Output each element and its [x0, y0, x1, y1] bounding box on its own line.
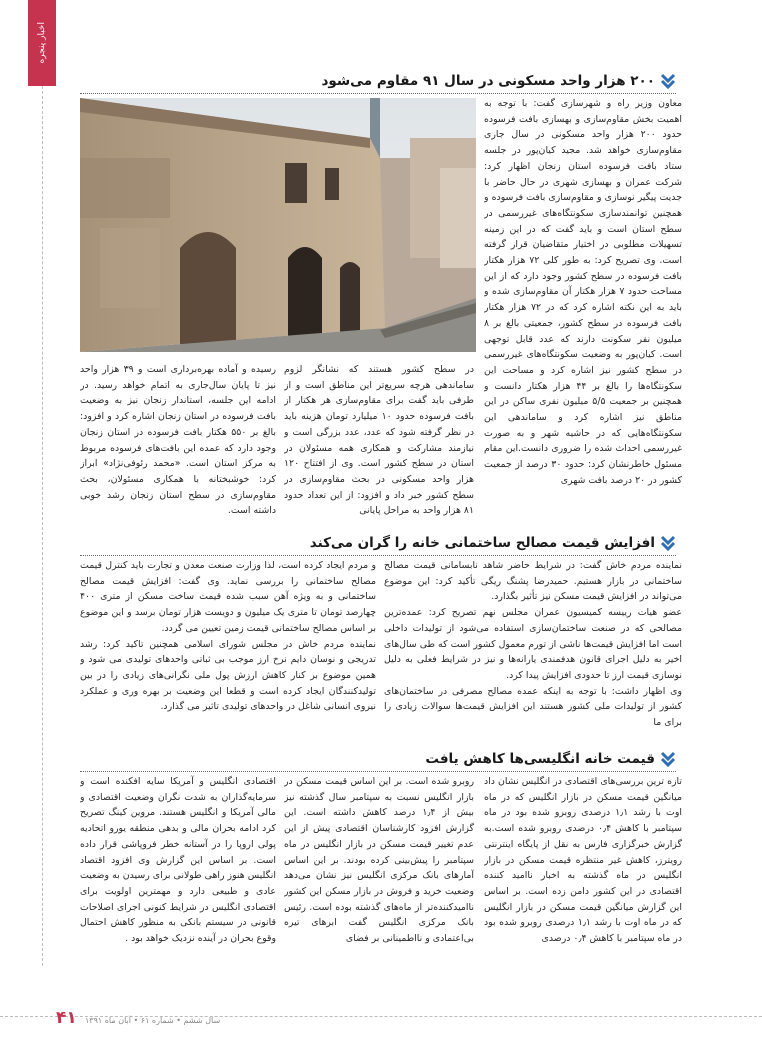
article2-column-right: نماینده مردم خاش گفت: در شرایط حاضر شاهد نابسامانی قیمت مصالح ساختمانی در بازار هستیم. حمیدرضا پشنگ ریگی تأکید کرد: این موضوع می‌تواند در افزایش قیمت مسکن نیز تأثیر بگذارد. عضو هیات رییسه کمیسیون عمران مجلس نهم تصریح کرد: عمده‌ترین مصالحی که در صنعت ساختمان‌سازی استفاده می‌شود از تولیدات داخلی است اما افزایش قیمت‌ها ناشی از تورم معمول کشور است که طی سال‌های اخیر به دلیل اجرای قانون هدفمندی یارانه‌ها و نیز در شرایط فعلی به دلیل نوسازی قیمت ارز تا حدودی افزایش پیدا کرد. وی اظهار داشت: با توجه به اینکه عمده مصالح مصرفی در ساختمان‌های کشور از تولیدات ملی کشور هستند این افزایش قیمت‌ها سوالات زیادی را برای ما	[384, 560, 682, 729]
article1-photo	[80, 98, 476, 352]
margin-divider	[42, 86, 43, 966]
chevron-double-down-icon	[660, 535, 676, 551]
page-number: ۴۱	[56, 1008, 77, 1028]
article2-heading: افزایش قیمت مصالح ساختمانی خانه را گران می‌کند	[309, 535, 655, 551]
article3-heading: قیمت خانه انگلیسی‌ها کاهش یافت	[425, 751, 655, 767]
article3-column-right: تازه ترین بررسی‌های اقتصادی در انگلیس نشان داد میانگین قیمت مسکن در بازار انگلیس که در ماه اوت با رشد ۱٫۱ درصدی روبرو شده بود در ماه سپتامبر با کاهش ۰٫۴ درصدی روبرو شده است.به گزارش خبرگزاری فارس به نقل از پایگاه اینترنتی رویترز، کاهش غیر منتظره قیمت مسکن در بازار انگلیس در ماه گذشته به اخبار ناامید کننده اقتصادی در این کشور دامن زده است. بر اساس این گزارش میانگین قیمت مسکن در بازار انگلیس که در ماه اوت با رشد ۱٫۱ درصدی روبرو شده بود در ماه سپتامبر با کاهش ۰٫۴ درصدی	[484, 776, 682, 945]
article1-title	[321, 70, 676, 92]
footer-issue-info: سال ششم • شماره ۶۱ • آبان ماه ۱۳۹۱	[85, 1016, 221, 1025]
article3-column-left: اقتصادی انگلیس و آمریکا سایه افکنده است و سرمایه‌گذاران به شدت نگران وضعیت اقتصادی و مالی آمریکا و انگلیس هستند. مروین کینگ تصریح کرد ادامه بحران مالی و بدهی منطقه یورو اتحادیه پولی اروپا را در آستانه خطر فروپاشی قرار داده است. بر اساس این گزارش وی افزود اقتصاد انگلیس هنوز راهی طولانی برای رسیدن به وضعیت عادی و طبیعی دارد و مهمترین اولویت برای اقتصادی انگلیس در شرایط کنونی اجرای اصلاحات قانونی در سیستم بانکی به منظور کاهش احتمال وقوع بحران در آینده نزدیک خواهد بود .	[80, 776, 276, 945]
article2-column-left: و مردم ایجاد کرده است، لذا وزارت صنعت معدن و تجارت باید کنترل قیمت مصالح ساختمانی را بررسی نماید. وی گفت: افزایش قیمت مصالح ساختمانی و به ویژه آهن سبب شده قیمت ساخت مسکن از متری ۴۰۰ چهارصد تومان تا متری یک میلیون و دویست هزار تومان برسد و این موضوع بر اساس مصالح ساختمانی قیمت زمین تعیین می گردد. نماینده مردم خاش در مجلس شورای اسلامی همچنین تاکید کرد: رشد تدریجی و نوسان دایم نرخ ارز موجب بی ثباتی واحدهای تولیدی می شود و همین موضوع بر کنار کاهش ارزش پول ملی نگرانی‌های زیادی را در بین تولیدکنندگان ایجاد کرده است و قطعا این وضعیت بر بهره وری و عملکرد نیروی انسانی شاغل در واحدهای تولیدی تاثیر می گذارد.	[80, 560, 376, 713]
article3-title	[425, 748, 676, 770]
section-label: اخبار پنجره	[37, 22, 47, 64]
article1-column-middle: در سطح کشور هستند که نشانگر لزوم ساماندهی هرچه سریع‌تر این مناطق است و از طرفی باید گفت برای مقاوم‌سازی هر هکتار از بافت فرسوده حدود ۱۰ میلیارد تومان هزینه باید در نظر گرفته شود که عدد، عدد بزرگی است و نیازمند مشارکت و همکاری همه مسئولان در استان در سطح کشور است. وی از افتتاح ۱۲۰ هزار واحد مسکونی در بحث مقاوم‌سازی در سطح کشور خبر داد و افزود: از این تعداد حدود ۸۱ هزار واحد به مراحل پایانی	[284, 364, 474, 517]
article1-heading: ۲۰۰ هزار واحد مسکونی در سال ۹۱ مقاوم می‌شود	[321, 73, 655, 89]
article1-column-left: رسیده و آماده بهره‌برداری است و ۳۹ هزار واحد نیز تا پایان سال‌جاری به اتمام خواهد رسید. در ادامه این جلسه، استاندار زنجان نیز به وضعیت بافت فرسوده در استان زنجان اشاره کرد و افزود: بالغ بر ۵۵۰ هکتار بافت فرسوده در استان زنجان وجود دارد که عمده این بافت‌های فرسوده مربوط به مرکز استان است. «محمد رئوفی‌نژاد» ابراز کرد: خوشبختانه با همکاری مسئولان، بحث مقاوم‌سازی در سطح استان زنجان رشد خوبی داشته است.	[80, 364, 276, 517]
title-underline	[80, 555, 676, 556]
title-underline	[80, 771, 676, 772]
article1-column-right: معاون وزیر راه و شهرسازی گفت: با توجه به اهمیت بخش مقاوم‌سازی و بهسازی بافت فرسوده حدود ۲۰۰ هزار واحد مسکونی در سال جاری مقاوم‌سازی خواهد شد. مجید کیان‌پور در جلسه ستاد بافت فرسوده استان زنجان اظهار کرد: شرکت عمران و بهسازی شهری در حال حاضر با جدیت پیگیر نوسازی و مقاوم‌سازی بافت فرسوده و همچنین توانمندسازی سکونتگاه‌های غیررسمی در سطح استان است و باید گفت که در این زمینه تسهیلات مطلوبی در اختیار متقاضیان قرار گرفته است. وی تصریح کرد: به طور کلی ۷۲ هزار هکتار بافت فرسوده در سطح کشور وجود دارد که از این مساحت حدود ۷ هزار هکتار آن مقاوم‌سازی شده و باید به این نکته اشاره کرد که در ۷۲ هزار هکتار بافت فرسوده در سطح کشور، جمعیتی بالغ بر ۸ میلیون نفر سکونت دارند که عدد قابل توجهی است. کیان‌پور به وضعیت سکونتگاه‌های غیررسمی در سطح کشور نیز اشاره کرد و مساحت این سکونتگاه‌ها را بالغ بر ۴۴ هزار هکتار دانست و همچنین بر جمعیت ۵/۵ میلیون نفری ساکن در این مناطق نیز اشاره کرد و ساماندهی این سکونتگاه‌هایی که در حاشیه شهر و به صورت غیررسمی احداث شده را ضروری دانست.این مقام مسئول خاطرنشان کرد: حدود ۳۰ درصد از جمعیت کشور در ۲۰ درصد بافت شهری	[484, 98, 682, 486]
article3-column-middle: روبرو شده است. بر این اساس قیمت مسکن در بازار انگلیس نسبت به سپتامبر سال گذشته نیز بیش از ۱٫۴ درصد کاهش داشته است. این گزارش افزود کارشناسان اقتصادی پیش از این عدم تغییر قیمت مسکن در بازار انگلیس در ماه سپتامبر را پیش‌بینی کرده بودند. بر این اساس آمارهای بانک مرکزی انگلیس نیز نشان می‌دهد وضعیت خرید و فروش در بازار مسکن این کشور ناامیدکننده‌تر از ماه‌های گذشته بوده است. رئیس بانک مرکزی انگلیس گفت ابرهای تیره بی‌اعتمادی و نااطمینانی بر فضای	[284, 776, 474, 945]
title-underline	[80, 93, 676, 94]
article2-title	[310, 532, 676, 554]
chevron-double-down-icon	[660, 73, 676, 89]
chevron-double-down-icon	[660, 751, 676, 767]
